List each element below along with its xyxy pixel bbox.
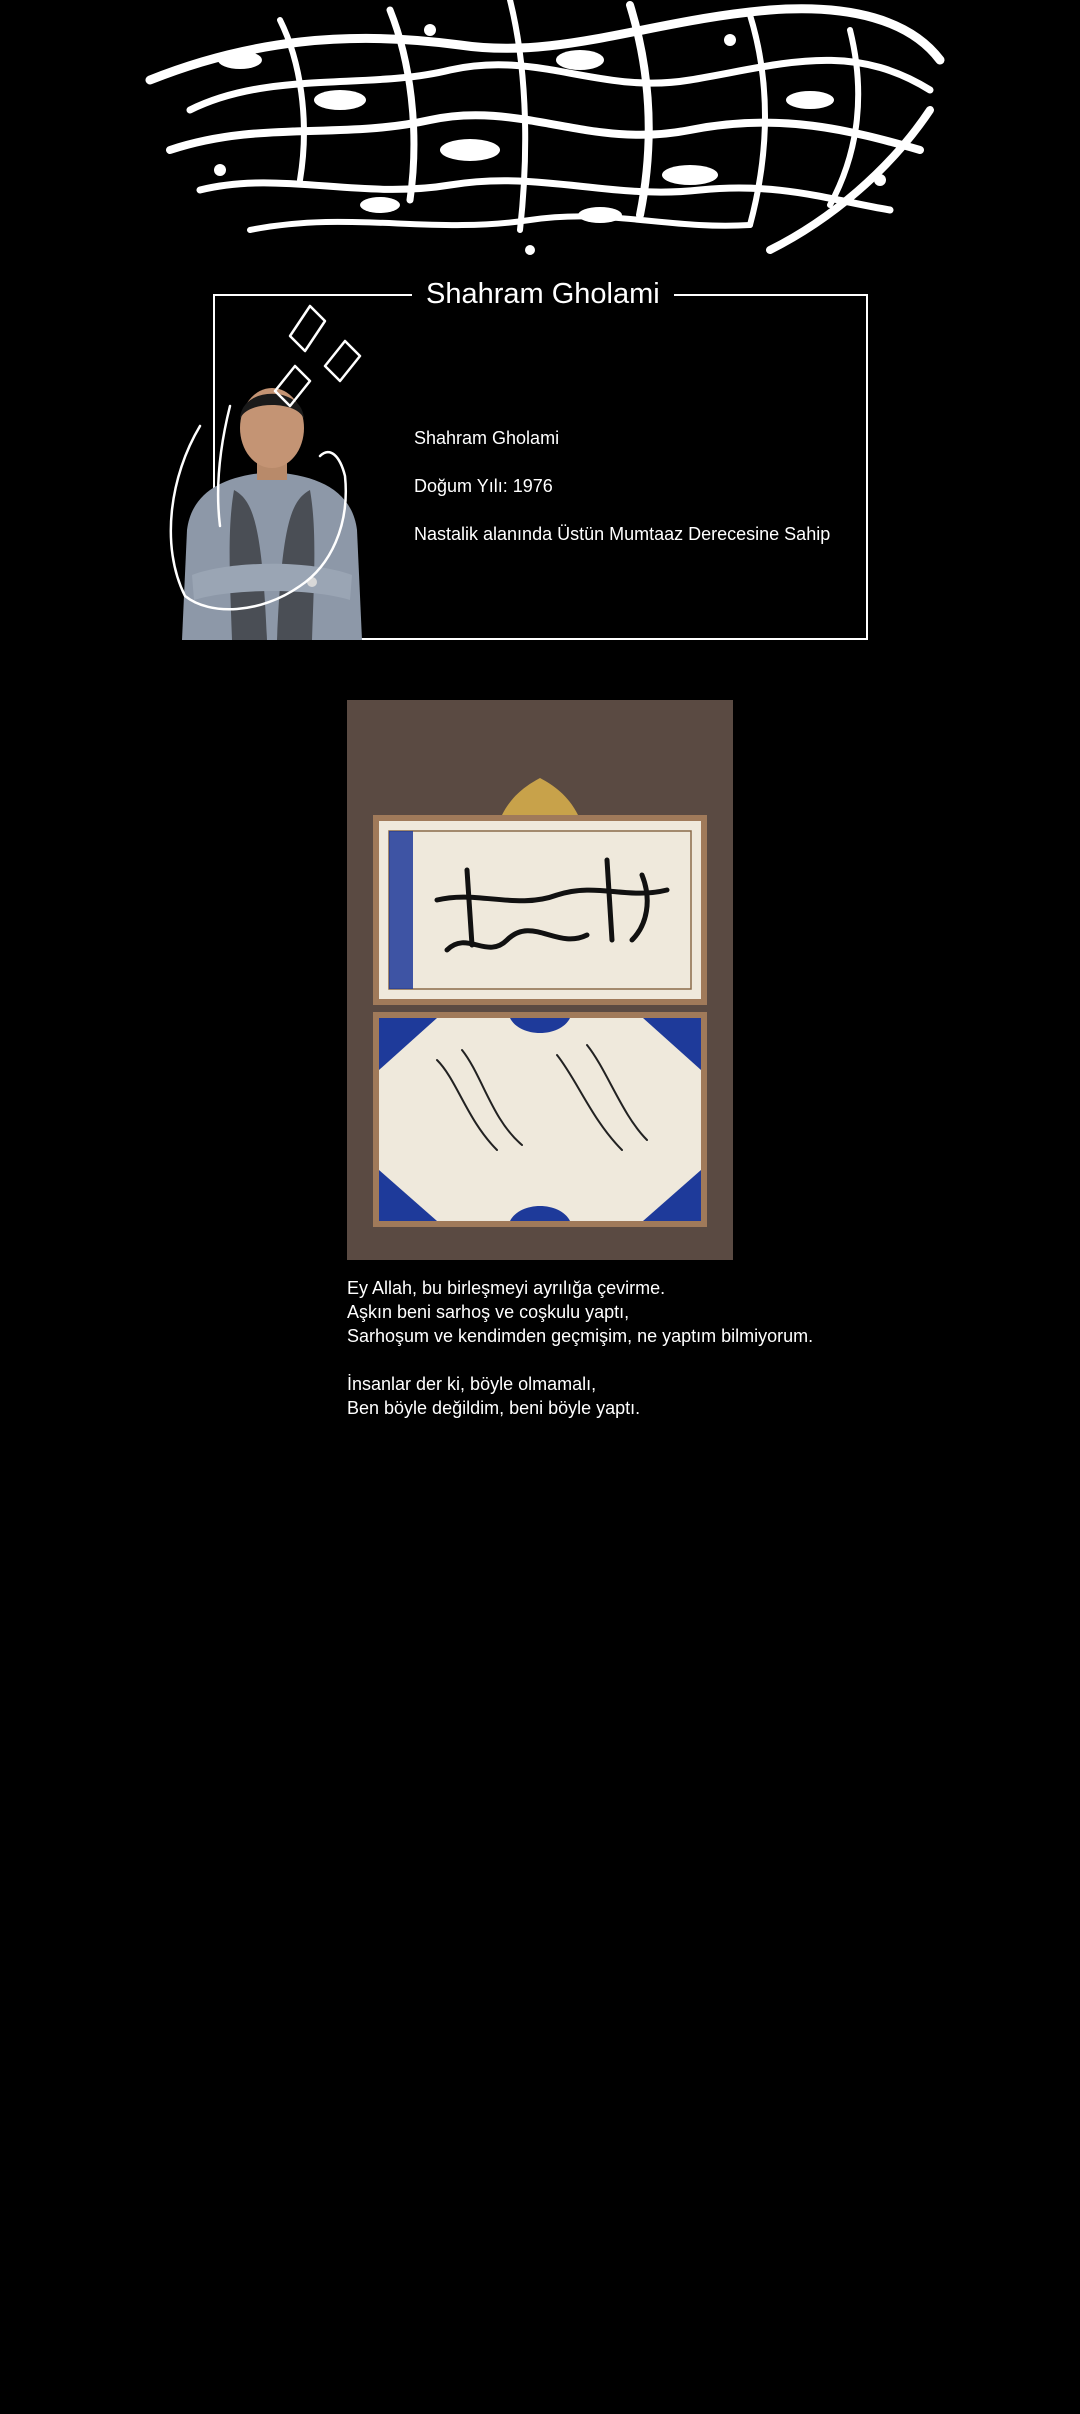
profile-info — [414, 414, 830, 558]
poem-stanza — [347, 1276, 967, 1348]
poem-stanza — [347, 1372, 967, 1420]
profile-title: Shahram Gholami — [412, 274, 674, 314]
poem-text — [347, 1276, 967, 1444]
artist-name: Shahram Gholami — [414, 428, 560, 448]
poem-line: Sarhoşum ve kendimden geçmişim, ne yaptım bilmiyorum. — [347, 1326, 814, 1346]
birth-year: Doğum Yılı: 1976 — [414, 476, 553, 496]
poem-line: İnsanlar der ki, böyle olmamalı, — [347, 1374, 597, 1394]
poem-line: Ey Allah, bu birleşmeyi ayrılığa çevirme. — [347, 1278, 666, 1298]
poem-line: Aşkın beni sarhoş ve coşkulu yaptı, — [347, 1302, 630, 1322]
artist-degree: Nastalik alanında Üstün Mumtaaz Derecesine Sahip — [414, 524, 831, 544]
calligraphy-artwork-image — [347, 700, 733, 1260]
calligraphy-banner-image — [130, 0, 950, 270]
poem-line: Ben böyle değildim, beni böyle yaptı. — [347, 1398, 641, 1418]
shin-letter-icon — [140, 296, 420, 626]
